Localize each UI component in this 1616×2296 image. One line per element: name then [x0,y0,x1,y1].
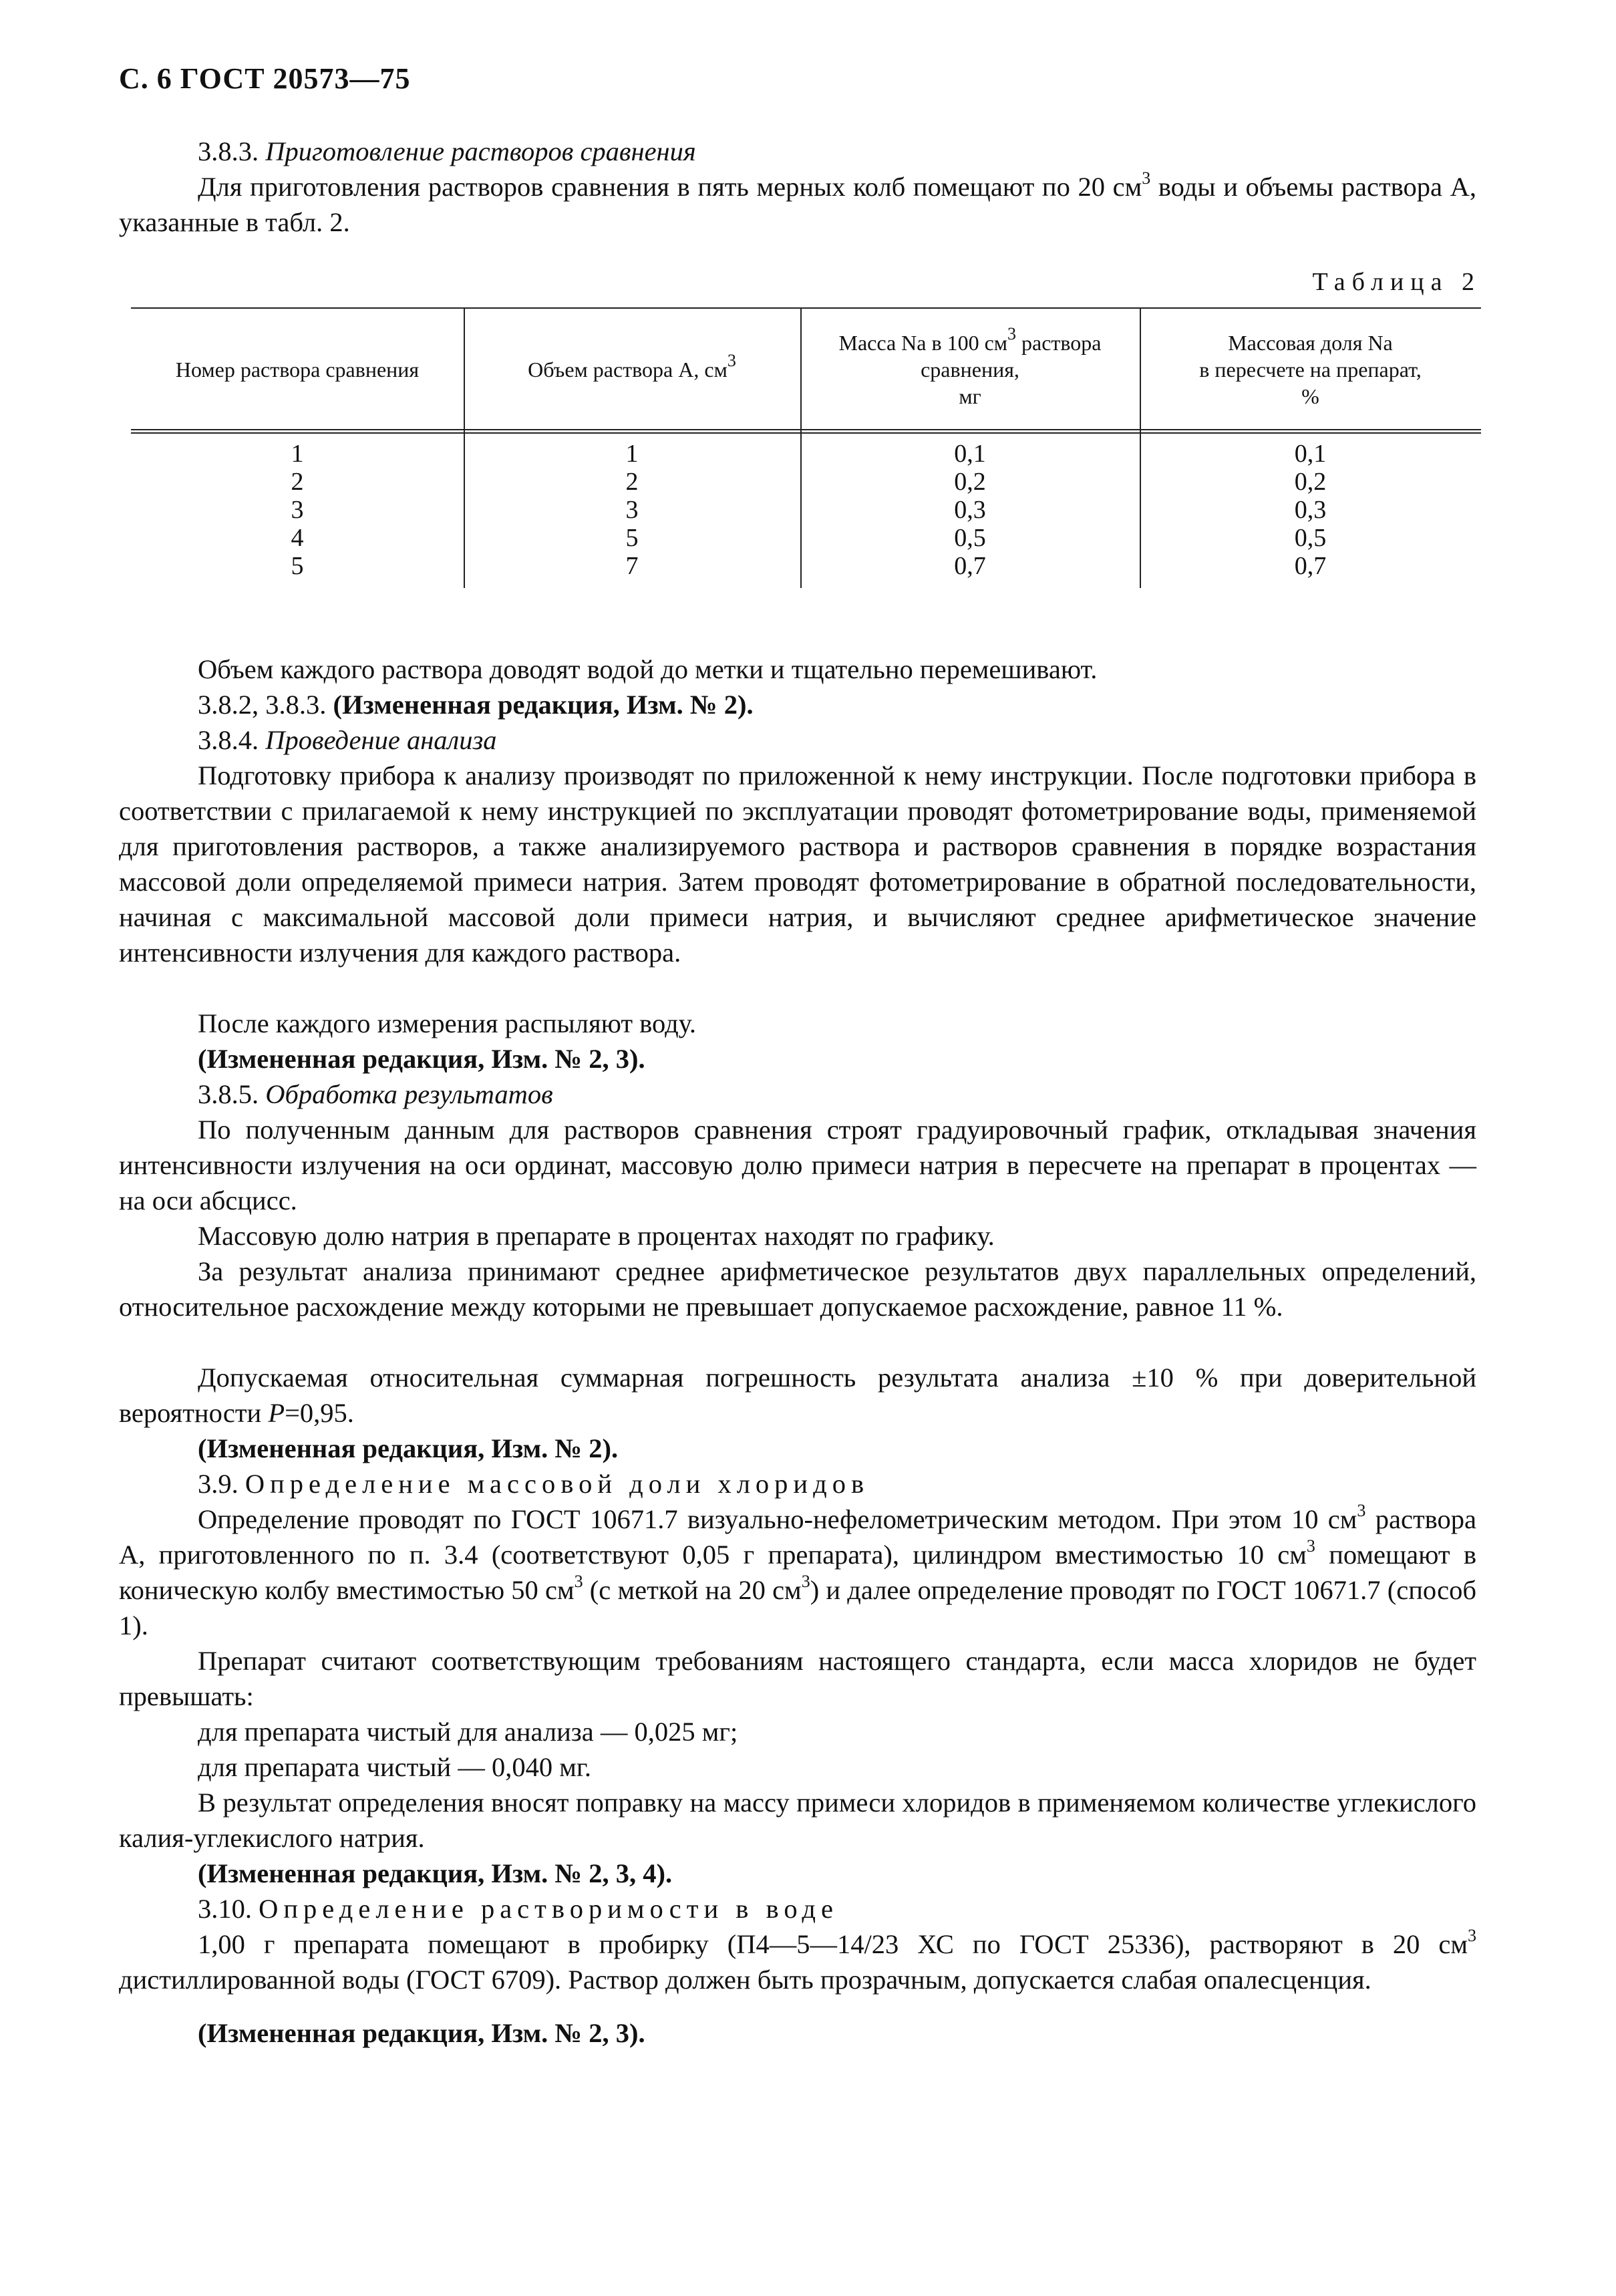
paragraph: Объем каждого раствора доводят водой до метки и тщательно перемешивают. [198,654,1098,684]
table-column-fraction [1140,440,1481,580]
table-cell: 7 [625,552,639,580]
paragraph-text: воды и объемы раствора А, указанные в табл. 2. [119,172,1476,237]
table-cell: 0,1 [954,440,986,468]
table-column-mass [800,440,1140,580]
page-header: С. 6 ГОСТ 20573—75 [119,62,411,95]
amendment-ref: 3.8.2, 3.8.3. [198,690,333,720]
header-text-part: в пересчете на препарат, [1199,357,1422,382]
superscript: 3 [574,1571,583,1591]
table-cell: 5 [291,552,304,580]
section-number: 3.8.3. [198,136,259,166]
section-3-9-heading [119,1466,1476,1501]
section-title: Приготовление растворов сравнения [265,136,696,166]
table-cell: 0,5 [954,524,986,552]
header-text-part: мг [959,384,981,408]
table-cell: 0,2 [1294,468,1327,496]
paragraph-text: 1,00 г препарата помещают в пробирку (П4—5—14/23 ХС по ГОСТ 25336), растворяют в 20 см [198,1929,1468,1959]
table-cell: 0,7 [954,552,986,580]
paragraph: Массовую долю натрия в препарате в процентах находят по графику. [198,1221,995,1251]
paragraph-error [119,1360,1476,1431]
paragraph-text: (с меткой на 20 см [583,1575,802,1605]
table-cell: 0,7 [1294,552,1327,580]
paragraph-text: ) и далее определение проводят по ГОСТ 10671.7 (способ 1). [119,1575,1476,1640]
paragraph-text: раствора А, приготовленного по п. 3.4 (соответствуют 0,05 г препарата), цилиндром вместимостью 10 см [119,1504,1476,1570]
superscript: 3 [801,1571,810,1591]
table-cell: 0,1 [1294,440,1327,468]
limit-line-analysis-grade: для препарата чистый для анализа — 0,025 мг; [198,1717,738,1747]
table-cell: 2 [291,468,304,496]
paragraph-result: За результат анализа принимают среднее арифметическое результатов двух параллельных определений, относительное расхождение между которыми не превышает допускаемое расхождение, равное 11 %. [119,1256,1476,1322]
table-cell: 3 [625,496,639,524]
table-header-volume [464,319,800,420]
header-text-part: Объем раствора А, см [528,357,728,382]
table-cell: 1 [625,440,639,468]
paragraph-text: =0,95. [285,1398,354,1428]
amendment-text: (Измененная редакция, Изм. № 2). [333,690,754,720]
amendment-note [119,687,1476,722]
table-header-rule [131,432,1481,434]
section-3-8-4-heading [119,722,1476,758]
table-caption: Таблица 2 [1312,268,1481,296]
table-cell: 4 [291,524,304,552]
section-title: Определение растворимости в воде [259,1894,838,1924]
table-cell: 0,2 [954,468,986,496]
section-number: 3.8.4. [198,725,266,755]
superscript: 3 [1306,1536,1315,1556]
table-top-rule [131,307,1481,309]
paragraph-chlorides [119,1501,1476,1643]
paragraph: Препарат считают соответствующим требованиям настоящего стандарта, если масса хлоридов не будет превышать: [119,1646,1476,1711]
header-text-part: Масса Na в 100 см [838,331,1008,355]
header-text-part: раствора сравнения, [921,331,1102,382]
table-column-number [131,440,464,580]
symbol-p: Р [268,1398,285,1428]
section-number: 3.10. [198,1894,259,1924]
table-cell: 0,3 [954,496,986,524]
paragraph-text: Для приготовления растворов сравнения в пять мерных колб помещают по 20 см [198,172,1142,202]
amendment-note: (Измененная редакция, Изм. № 2, 3). [198,1044,645,1074]
table-header-number [131,319,464,420]
section-title: Проведение анализа [265,725,497,755]
paragraph-solubility [119,1926,1476,1997]
amendment-note: (Измененная редакция, Изм. № 2, 3). [198,2018,645,2048]
table-2 [131,307,1481,588]
amendment-note: (Измененная редакция, Изм. № 2, 3, 4). [198,1858,673,1888]
table-header-rule [131,429,1481,430]
header-text-part: Массовая доля Na [1228,331,1393,355]
superscript: 3 [1007,324,1017,344]
header-text: Номер раствора сравнения [175,357,420,382]
paragraph-text: дистиллированной воды (ГОСТ 6709). Раствор должен быть прозрачным, допускается слабая опалесценция. [119,1965,1371,1995]
header-text-part: % [1301,384,1319,408]
section-number: 3.9. [198,1469,245,1499]
header-text [1199,329,1421,410]
table-cell: 0,3 [1294,496,1327,524]
amendment-note: (Измененная редакция, Изм. № 2). [198,1433,619,1463]
paragraph: После каждого измерения распыляют воду. [198,1008,697,1038]
paragraph-correction: В результат определения вносят поправку на массу примеси хлоридов в применяемом количестве углекислого калия-углекислого натрия. [119,1787,1476,1853]
table-header-fraction [1140,319,1481,420]
limit-line-pure-grade: для препарата чистый — 0,040 мг. [198,1752,591,1782]
paragraph-text: Допускаемая относительная суммарная погрешность результата анализа ±10 % при доверительной вероятности [119,1362,1476,1428]
paragraph-text: Определение проводят по ГОСТ 10671.7 визуально-нефелометрическим методом. При этом 10 см [198,1504,1357,1534]
section-number: 3.8.5. [198,1079,266,1109]
table-column-volume [464,440,800,580]
table-cell: 1 [291,440,304,468]
section-3-8-3-heading [119,134,1476,169]
section-3-8-5-heading [119,1077,1476,1112]
table-header-mass [800,319,1140,420]
section-title: Определение массовой доли хлоридов [245,1469,870,1499]
paragraph-graph: По полученным данным для растворов сравнения строят градуировочный график, откладывая значения интенсивности излучения на оси ординат, массовую долю примеси натрия в пересчете на препарат в процентах — на оси абсцисс. [119,1115,1476,1215]
header-text [800,324,1140,410]
table-cell: 0,5 [1294,524,1327,552]
superscript: 3 [1142,168,1151,188]
section-title: Обработка результатов [265,1079,553,1109]
table-cell: 5 [625,524,639,552]
section-3-10-heading [119,1891,1476,1926]
superscript: 3 [727,351,736,371]
header-text [528,351,736,383]
superscript: 3 [1357,1500,1366,1520]
table-cell: 3 [291,496,304,524]
paragraph-text: помещают в коническую колбу вместимостью 50 см [119,1540,1476,1605]
superscript: 3 [1468,1925,1476,1945]
paragraph-analysis: Подготовку прибора к анализу производят по приложенной к нему инструкции. После подготовки прибора в соответствии с прилагаемой к нему инструкцией по эксплуатации проводят фотометрирование воды, применяемой для приготовления растворов, а также анализируемого раствора и растворов сравнения в порядке возрастания массовой доли определяемой примеси натрия. Затем проводят фотометрирование в обратной последовательности, начиная с максимальной массовой доли примеси натрия, и вычисляют среднее арифметическое значение интенсивности излучения для каждого раствора. [119,760,1476,968]
paragraph-reference-solutions [119,169,1476,240]
table-cell: 2 [625,468,639,496]
